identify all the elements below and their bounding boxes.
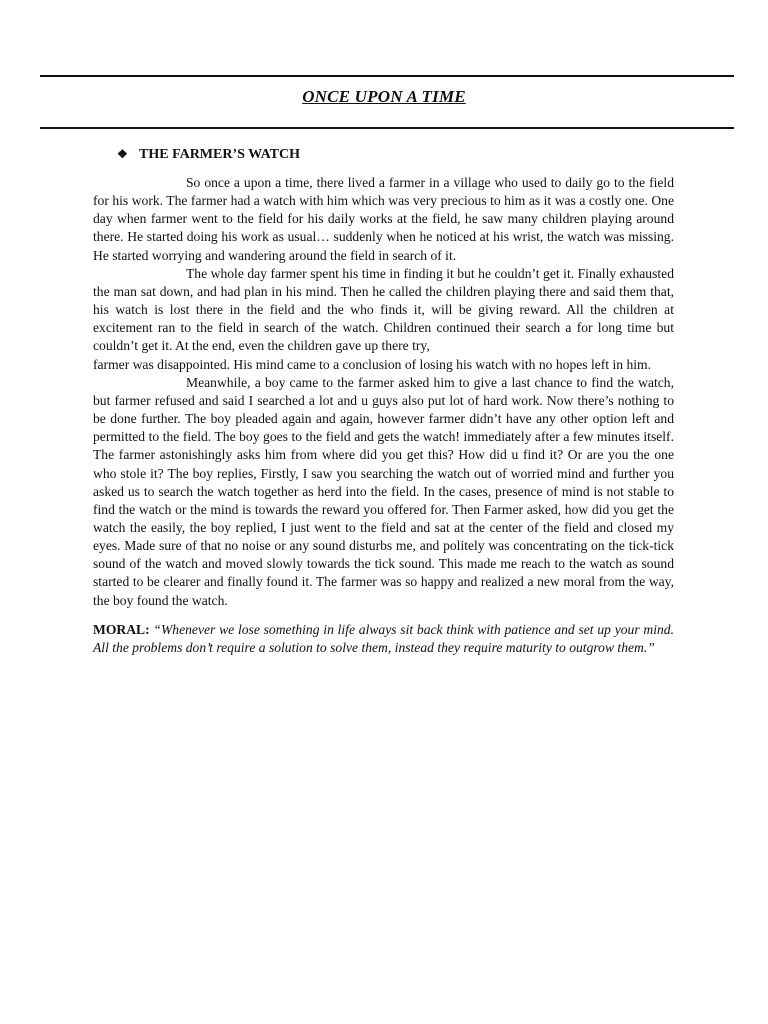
section-heading — [117, 147, 300, 163]
paragraph-4: Meanwhile, a boy came to the farmer asked him to give a last chance to find the watch, but farmer refused and said I searched a lot and u guys also put lot of hard work. Now there’s nothing to be done further. The boy pleaded again and again, however farmer didn’t have any other option left and permitted to the field. The boy goes to the field and gets the watch! immediately after a few minutes itself. The farmer astonishingly asks him from where did you get this? How did u find it? Or are you the one who stole it? The boy replies, Firstly, I saw you searching the watch out of worried mind and further you asked us to search the watch together as herd into the field. In the cases, presence of mind is not stable to find the watch or the mind is towards the reward you offered for. Then Farmer asked, how did you get the watch the easily, the boy replied, I just went to the field and sat at the center of the field and closed my eyes. Made sure of that no noise or any sound disturbs me, and politely was concentrating on the tick-tick sound of the watch and moved slowly towards the tick sound. This made me reach to the watch as sound started to be clearer and finally found it. The farmer was so happy and realized a new moral from the way, the boy found the watch. — [93, 374, 674, 608]
document-title: ONCE UPON A TIME — [302, 87, 466, 106]
paragraph-1: So once a upon a time, there lived a farmer in a village who used to daily go to the field for his work. The farmer had a watch with him which was very precious to him as it was a costly one. One day when farmer went to the field for his daily works at the field, he saw many children playing around there. He started doing his work as usual… suddenly when he noticed at his wrist, the watch was missing. He started worrying and wandering around the field in search of it. — [93, 175, 674, 263]
moral-label: MORAL: — [93, 621, 150, 637]
moral-paragraph — [93, 621, 674, 657]
top-horizontal-rule — [40, 75, 734, 77]
moral-text: “Whenever we lose something in life always sit back think with patience and set up your mind. All the problems don’t require a solution to solve them, instead they require maturity to outgrow them.” — [93, 621, 674, 655]
story-body — [93, 174, 674, 657]
paragraph-3: farmer was disappointed. His mind came to a conclusion of losing his watch with no hopes left in him. — [93, 356, 651, 372]
diamond-bullet-icon: ❖ — [117, 147, 128, 161]
paragraph-2: The whole day farmer spent his time in finding it but he couldn’t get it. Finally exhausted the man sat down, and had plan in his mind. Then he called the children playing there and said them that, his watch is lost there in the field and the who finds it, will be giving reward. All the children at excitement ran to the field in search of the watch. Children continued their search a for long time but couldn’t get it. At the end, even the children gave up there try, — [93, 265, 674, 354]
bottom-horizontal-rule — [40, 127, 734, 129]
section-heading-text: THE FARMER’S WATCH — [139, 147, 301, 162]
